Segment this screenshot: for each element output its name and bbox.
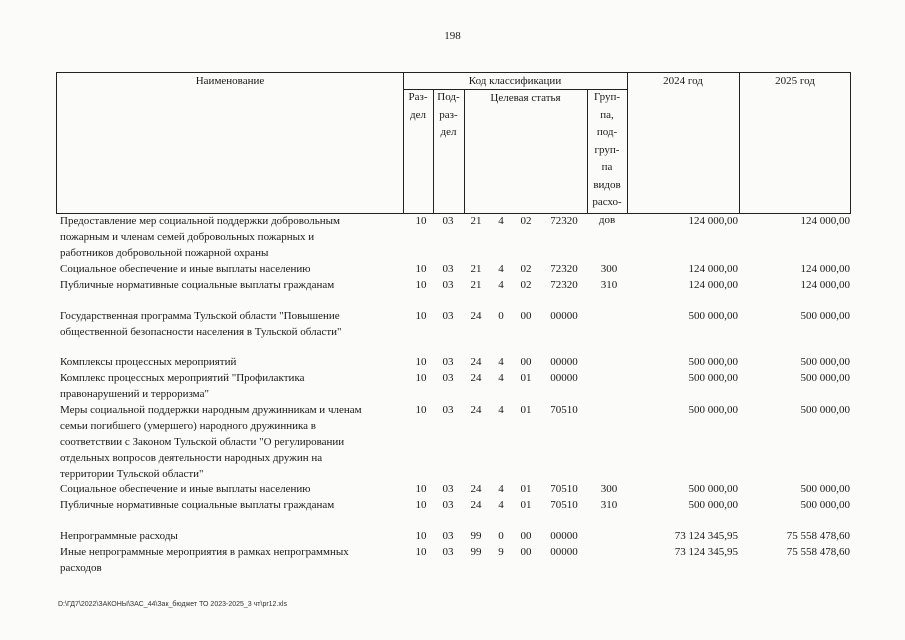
header-group-line: па [601, 161, 613, 173]
cell-target-direction: 00000 [550, 372, 578, 384]
cell-amount-2024: 73 124 345,95 [674, 530, 738, 542]
cell-razdel: 10 [415, 263, 427, 275]
cell-target-type: 0 [498, 310, 504, 322]
file-path-footer: D:\ГД7\2022\ЗАКОНЫ\ЗАС_44\Зак_бюджет ТО 2023-2025_3 чт\pr12.xls [58, 601, 287, 608]
cell-amount-2025: 500 000,00 [800, 499, 850, 511]
cell-podrazdel: 03 [442, 310, 454, 322]
row-name-line: правонарушений и терроризма" [60, 388, 209, 400]
cell-target-type: 4 [498, 356, 504, 368]
cell-razdel: 10 [415, 215, 427, 227]
cell-amount-2024: 124 000,00 [688, 215, 738, 227]
cell-target-type: 0 [498, 530, 504, 542]
row-name: Социальное обеспечение и иные выплаты населению [60, 483, 311, 495]
cell-amount-2025: 500 000,00 [800, 372, 850, 384]
row-name: Социальное обеспечение и иные выплаты населению [60, 263, 311, 275]
cell-target-program: 21 [470, 279, 482, 291]
cell-group: 310 [600, 499, 618, 511]
cell-amount-2025: 75 558 478,60 [786, 530, 850, 542]
cell-amount-2024: 500 000,00 [688, 310, 738, 322]
row-name-line: Государственная программа Тульской области "Повышение [60, 310, 340, 322]
cell-podrazdel: 03 [442, 279, 454, 291]
cell-amount-2025: 500 000,00 [800, 310, 850, 322]
cell-target-program: 99 [470, 530, 482, 542]
row-name [60, 370, 402, 402]
cell-target-direction: 70510 [550, 404, 578, 416]
cell-amount-2025: 124 000,00 [800, 279, 850, 291]
cell-target-sub: 00 [520, 546, 532, 558]
cell-target-direction: 72320 [550, 215, 578, 227]
header-target-article: Целевая статья [490, 92, 561, 104]
cell-target-type: 4 [498, 215, 504, 227]
cell-amount-2025: 124 000,00 [800, 215, 850, 227]
header-razdel-line: Раз- [408, 91, 428, 103]
header-podrazdel-line: дел [440, 126, 457, 138]
row-name-line: общественной безопасности населения в Тульской области" [60, 326, 342, 338]
cell-target-sub: 00 [520, 356, 532, 368]
cell-target-type: 4 [498, 263, 504, 275]
cell-target-direction: 70510 [550, 499, 578, 511]
cell-target-sub: 00 [520, 530, 532, 542]
row-name-line: пожарным и членам семей добровольных пожарных и [60, 231, 315, 243]
row-name-line: Меры социальной поддержки народным дружинникам и членам [60, 404, 362, 416]
cell-group: 300 [600, 483, 618, 495]
cell-target-type: 9 [498, 546, 504, 558]
cell-amount-2024: 124 000,00 [688, 263, 738, 275]
row-name-line: работников добровольной пожарной охраны [60, 247, 269, 259]
cell-razdel: 10 [415, 546, 427, 558]
cell-target-type: 4 [498, 499, 504, 511]
cell-target-direction: 70510 [550, 483, 578, 495]
cell-target-sub: 02 [520, 215, 532, 227]
cell-target-program: 24 [470, 310, 482, 322]
cell-podrazdel: 03 [442, 483, 454, 495]
cell-target-direction: 72320 [550, 263, 578, 275]
cell-amount-2025: 500 000,00 [800, 356, 850, 368]
row-name-line: территории Тульской области" [60, 468, 204, 480]
cell-podrazdel: 03 [442, 404, 454, 416]
cell-target-sub: 01 [520, 483, 532, 495]
cell-razdel: 10 [415, 372, 427, 384]
header-year-2024: 2024 год [663, 75, 703, 87]
cell-amount-2025: 124 000,00 [800, 263, 850, 275]
row-name-line: отдельных вопросов деятельности народных дружин на [60, 452, 323, 464]
cell-podrazdel: 03 [442, 356, 454, 368]
cell-podrazdel: 03 [442, 499, 454, 511]
row-name-line: соответствии с Законом Тульской области "О регулировании [60, 436, 345, 448]
cell-podrazdel: 03 [442, 263, 454, 275]
cell-target-type: 4 [498, 279, 504, 291]
cell-amount-2024: 500 000,00 [688, 372, 738, 384]
cell-razdel: 10 [415, 310, 427, 322]
cell-amount-2024: 500 000,00 [688, 404, 738, 416]
cell-podrazdel: 03 [442, 215, 454, 227]
header-podrazdel-line: Под- [437, 91, 460, 103]
cell-amount-2024: 124 000,00 [688, 279, 738, 291]
cell-amount-2024: 500 000,00 [688, 483, 738, 495]
cell-target-type: 4 [498, 404, 504, 416]
cell-group: 310 [600, 279, 618, 291]
row-name: Комплексы процессных мероприятий [60, 356, 237, 368]
cell-target-program: 21 [470, 215, 482, 227]
cell-target-type: 4 [498, 483, 504, 495]
header-group-line: расхо- [592, 196, 622, 208]
cell-razdel: 10 [415, 279, 427, 291]
row-name-line: Предоставление мер социальной поддержки добровольным [60, 215, 340, 227]
cell-target-program: 24 [470, 483, 482, 495]
cell-podrazdel: 03 [442, 546, 454, 558]
cell-target-program: 24 [470, 404, 482, 416]
cell-razdel: 10 [415, 483, 427, 495]
header-group-line: Груп- [593, 91, 621, 103]
header-group-line: груп- [594, 143, 620, 156]
cell-target-direction: 00000 [550, 546, 578, 558]
cell-podrazdel: 03 [442, 372, 454, 384]
row-name [60, 544, 402, 576]
row-name: Публичные нормативные социальные выплаты гражданам [60, 499, 335, 511]
page-number: 198 [444, 30, 461, 42]
row-name [60, 308, 402, 340]
cell-target-direction: 00000 [550, 310, 578, 322]
cell-razdel: 10 [415, 499, 427, 511]
cell-target-program: 21 [470, 263, 482, 275]
row-name-line: расходов [60, 562, 102, 574]
cell-amount-2025: 75 558 478,60 [786, 546, 850, 558]
cell-target-sub: 01 [520, 372, 532, 384]
cell-target-type: 4 [498, 372, 504, 384]
cell-target-direction: 00000 [550, 530, 578, 542]
cell-amount-2024: 73 124 345,95 [674, 546, 738, 558]
row-name [60, 213, 402, 261]
cell-razdel: 10 [415, 356, 427, 368]
cell-amount-2024: 500 000,00 [688, 356, 738, 368]
header-name: Наименование [195, 75, 265, 87]
cell-target-sub: 02 [520, 263, 532, 275]
cell-group: 300 [600, 263, 618, 275]
cell-target-sub: 00 [520, 310, 532, 322]
cell-target-sub: 01 [520, 499, 532, 511]
row-name: Непрограммные расходы [60, 530, 178, 542]
cell-amount-2024: 500 000,00 [688, 499, 738, 511]
header-group-line: дов [598, 213, 616, 226]
row-name [60, 402, 402, 482]
cell-amount-2025: 500 000,00 [800, 483, 850, 495]
cell-amount-2025: 500 000,00 [800, 404, 850, 416]
header-group-line: па, [600, 108, 614, 121]
header-podrazdel-line: раз- [439, 108, 458, 121]
cell-target-direction: 00000 [550, 356, 578, 368]
cell-target-sub: 02 [520, 279, 532, 291]
row-name: Публичные нормативные социальные выплаты гражданам [60, 279, 335, 291]
cell-razdel: 10 [415, 404, 427, 416]
header-group-line: под- [596, 126, 618, 138]
cell-podrazdel: 03 [442, 530, 454, 542]
header-group-line: видов [593, 178, 621, 191]
header-year-2025: 2025 год [775, 75, 815, 87]
cell-target-sub: 01 [520, 404, 532, 416]
cell-target-direction: 72320 [550, 279, 578, 291]
cell-target-program: 24 [470, 372, 482, 384]
row-name-line: Иные непрограммные мероприятия в рамках непрограммных [60, 546, 349, 558]
cell-target-program: 24 [470, 499, 482, 511]
row-name-line: Комплекс процессных мероприятий "Профилактика [60, 372, 305, 384]
header-razdel-line: дел [410, 108, 426, 121]
row-name-line: семьи погибшего (умершего) народного дружинника в [60, 420, 316, 432]
cell-target-program: 24 [470, 356, 482, 368]
header-code: Код классификации [468, 75, 562, 87]
cell-razdel: 10 [415, 530, 427, 542]
cell-target-program: 99 [470, 546, 482, 558]
